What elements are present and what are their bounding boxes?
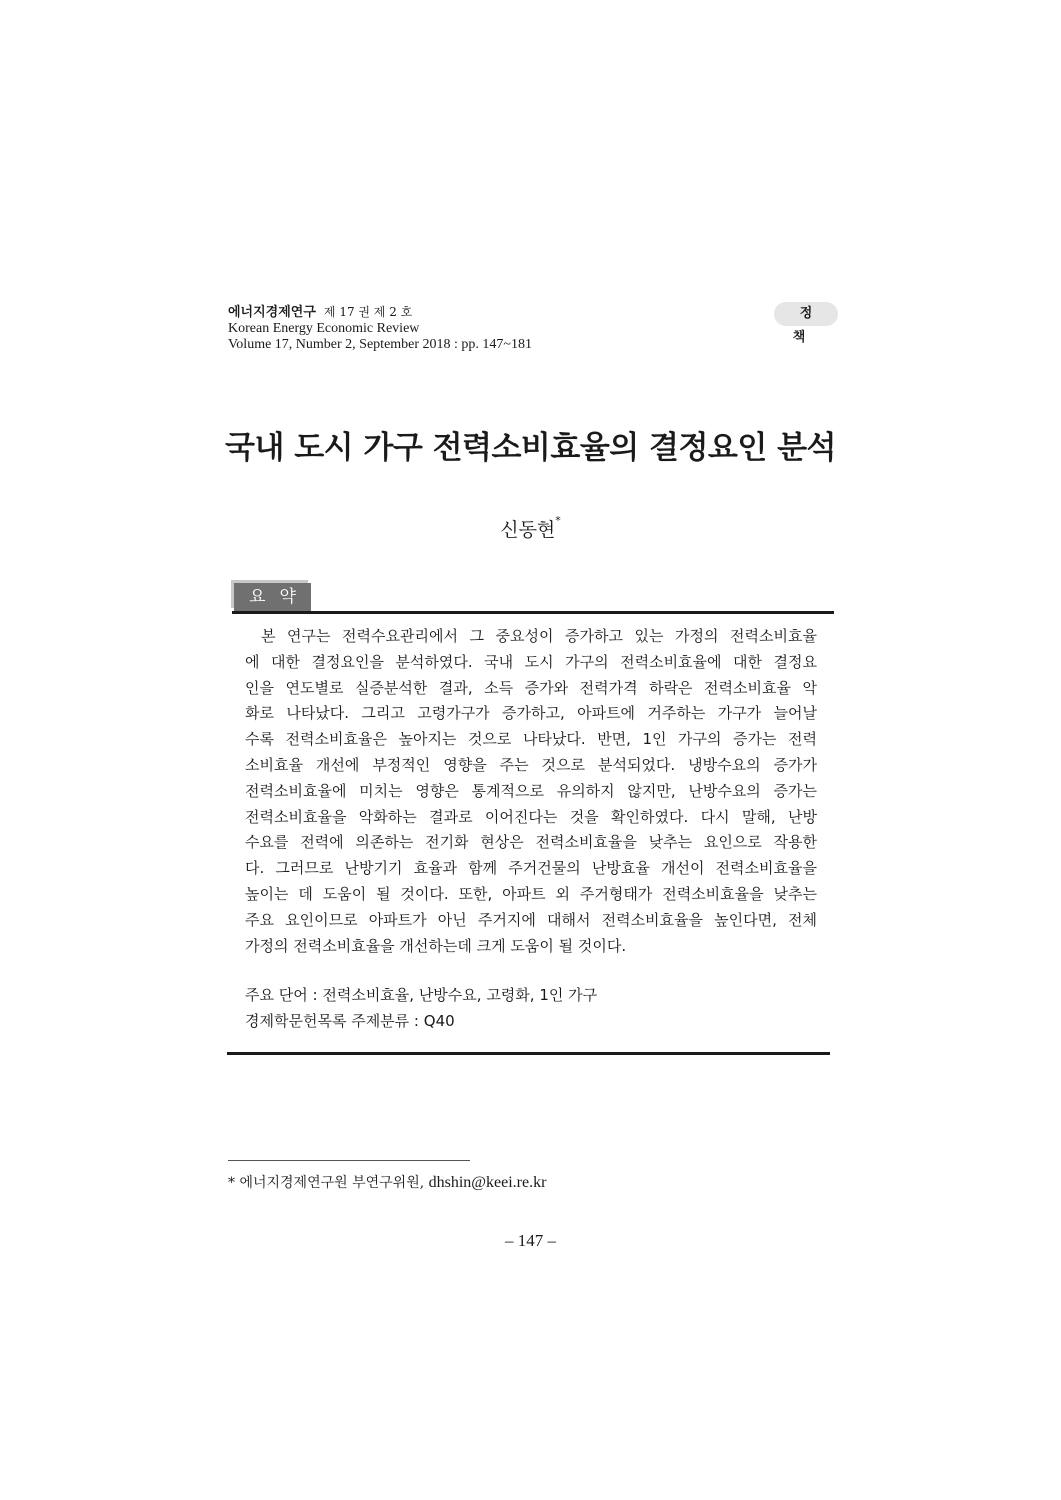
journal-header	[228, 304, 532, 353]
footnote-mark: *	[228, 1175, 235, 1191]
abstract-line: 가정의 전력소비효율을 개선하는데 크게 도움이 될 것이다.	[245, 936, 627, 955]
keywords-value: 전력소비효율, 난방수요, 고령화, 1인 가구	[322, 986, 598, 1004]
abstract-label: 요약	[234, 583, 311, 611]
footnote-email: dhshin@keei.re.kr	[428, 1174, 547, 1191]
abstract-line: 다. 그러므로 난방기기 효율과 함께 주거건물의 난방효율 개선이 전력소비효율을	[245, 859, 817, 878]
keywords-label: 주요 단어 :	[245, 986, 318, 1004]
abstract-line: 높이는 데 도움이 될 것이다. 또한, 아파트 외 주거형태가 전력소비효율을 낮추는	[245, 884, 817, 903]
abstract-line: 전력소비효율을 악화하는 결과로 이어진다는 것을 확인하였다. 다시 말해, 난방	[245, 807, 817, 826]
abstract-line: 본 연구는 전력수요관리에서 그 중요성이 증가하고 있는 가정의 전력소비효율	[261, 627, 817, 645]
page-number: – 147 –	[505, 1231, 556, 1250]
abstract-line: 소비효율 개선에 부정적인 영향을 주는 것으로 분석되었다. 냉방수요의 증가가	[245, 755, 817, 774]
journal-volume-ko: 제 17 권 제 2 호	[323, 305, 413, 319]
jel-line	[245, 1008, 597, 1034]
jel-label: 경제학문헌목록 주제분류 :	[245, 1012, 419, 1030]
paper-title: 국내 도시 가구 전력소비효율의 결정요인 분석	[225, 430, 836, 466]
paper-author	[0, 515, 1061, 542]
abstract-line: 주요 요인이므로 아파트가 아닌 주거지에 대해서 전력소비효율을 높인다면, 전체	[245, 910, 817, 929]
journal-citation: Volume 17, Number 2, September 2018 : pp. 147~181	[228, 337, 533, 352]
jel-value: Q40	[423, 1012, 455, 1030]
abstract-line: 전력소비효율에 미치는 영향은 통계적으로 유의하지 않지만, 난방수요의 증가는	[245, 781, 817, 800]
journal-name-en: Korean Energy Economic Review	[228, 321, 420, 336]
abstract-bottom-rule	[227, 1052, 830, 1055]
abstract-body	[245, 624, 817, 959]
journal-ko-line	[228, 304, 532, 321]
journal-name-ko: 에너지경제연구	[228, 305, 316, 320]
author-name: 신동현	[500, 519, 556, 541]
abstract-line: 수요를 전력에 의존하는 전기화 현상은 전력소비효율을 낮추는 요인으로 작용한	[245, 833, 817, 852]
keywords-block	[245, 982, 597, 1034]
abstract-line: 화로 나타났다. 그리고 고령가구가 증가하고, 아파트에 거주하는 가구가 늘어날	[245, 704, 817, 723]
keywords-line	[245, 982, 597, 1008]
abstract-line: 수록 전력소비효율은 높아지는 것으로 나타났다. 반면, 1인 가구의 증가는 전력	[245, 730, 817, 749]
category-badge: 정책	[774, 302, 838, 326]
footnote-rule	[228, 1160, 470, 1161]
footnote	[228, 1172, 546, 1192]
abstract-line: 에 대한 결정요인을 분석하였다. 국내 도시 가구의 전력소비효율에 대한 결정요	[245, 652, 817, 671]
abstract-top-rule	[232, 611, 834, 614]
footnote-affiliation: 에너지경제연구원 부연구위원,	[239, 1175, 425, 1191]
author-footnote-mark: *	[555, 514, 561, 527]
abstract-line: 인을 연도별로 실증분석한 결과, 소득 증가와 전력가격 하락은 전력소비효율 악	[245, 678, 817, 697]
